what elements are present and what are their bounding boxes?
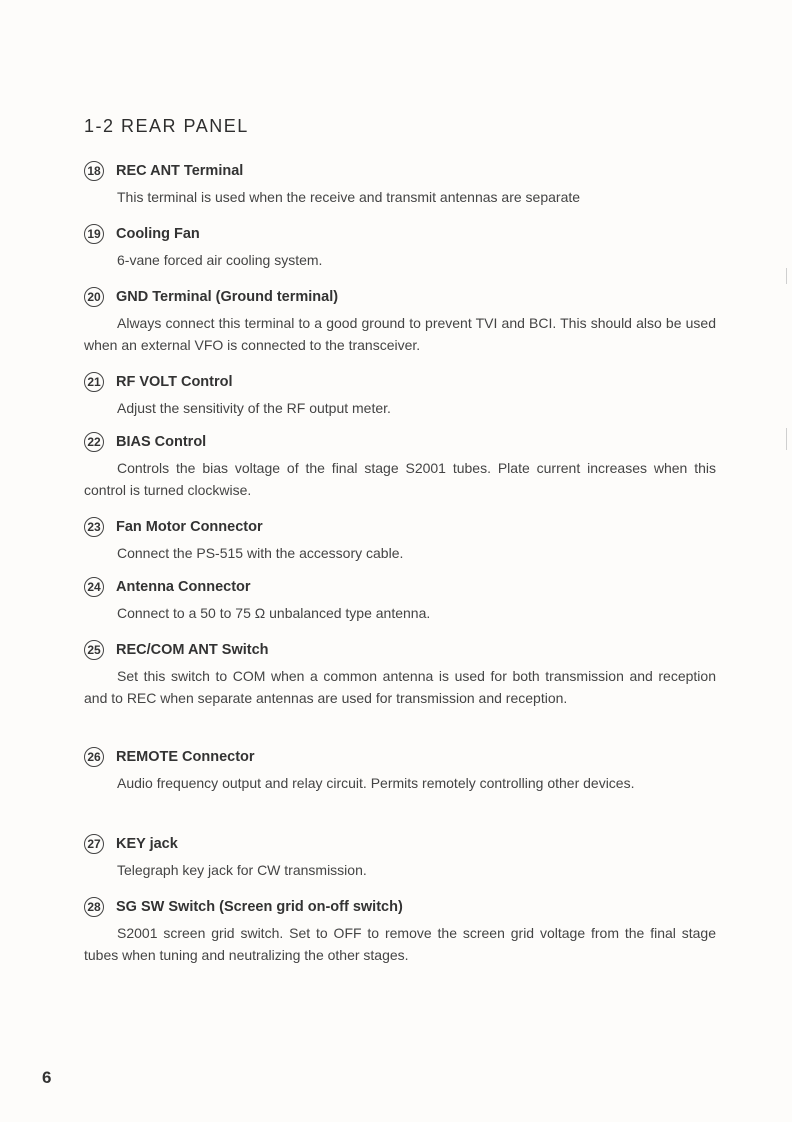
- item-fan-motor-connector: [84, 516, 716, 564]
- item-title: RF VOLT Control: [116, 374, 233, 390]
- item-description: This terminal is used when the receive and transmit antennas are separate: [117, 189, 581, 205]
- item-bias-control: [84, 431, 716, 501]
- item-title: SG SW Switch (Screen grid on-off switch): [116, 899, 403, 915]
- item-title: REC ANT Terminal: [116, 163, 244, 179]
- item-number-badge: 28: [84, 897, 104, 917]
- item-gnd-terminal: [84, 286, 716, 356]
- item-description: Audio frequency output and relay circuit. Permits remotely controlling other devices.: [117, 775, 635, 791]
- item-description: Set this switch to COM when a common antenna is used for both transmission and reception and to REC when separate antennas are used for transmission and reception.: [84, 668, 716, 706]
- item-rec-com-ant-switch: [84, 639, 716, 709]
- item-description: S2001 screen grid switch. Set to OFF to remove the screen grid voltage from the final stage tubes when tuning and neutralizing the other stages.: [84, 925, 716, 963]
- item-title: REC/COM ANT Switch: [116, 642, 269, 658]
- item-antenna-connector: [84, 576, 716, 624]
- item-number-badge: 23: [84, 517, 104, 537]
- item-rf-volt-control: [84, 371, 716, 419]
- item-description: Connect the PS-515 with the accessory cable.: [117, 545, 404, 561]
- item-number-badge: 20: [84, 287, 104, 307]
- item-description: Controls the bias voltage of the final stage S2001 tubes. Plate current increases when this control is turned clockwise.: [84, 460, 716, 498]
- item-title: Fan Motor Connector: [116, 519, 263, 535]
- item-title: KEY jack: [116, 836, 178, 852]
- scan-edge-mark: [786, 428, 787, 450]
- item-number-badge: 25: [84, 640, 104, 660]
- item-description: Connect to a 50 to 75 Ω unbalanced type antenna.: [117, 605, 431, 621]
- item-number-badge: 22: [84, 432, 104, 452]
- item-sg-sw-switch: [84, 896, 716, 966]
- item-number-badge: 27: [84, 834, 104, 854]
- item-title: BIAS Control: [116, 434, 207, 450]
- item-number-badge: 19: [84, 224, 104, 244]
- item-title: Antenna Connector: [116, 579, 251, 595]
- item-description: Adjust the sensitivity of the RF output meter.: [117, 400, 391, 416]
- item-remote-connector: [84, 746, 716, 794]
- item-key-jack: [84, 833, 716, 881]
- item-number-badge: 24: [84, 577, 104, 597]
- item-cooling-fan: [84, 223, 716, 271]
- item-number-badge: 18: [84, 161, 104, 181]
- item-title: Cooling Fan: [116, 226, 200, 242]
- item-title: GND Terminal (Ground terminal): [116, 289, 339, 305]
- item-title: REMOTE Connector: [116, 749, 255, 765]
- section-title: 1-2 REAR PANEL: [84, 116, 249, 136]
- item-description: 6-vane forced air cooling system.: [117, 252, 323, 268]
- item-description: Always connect this terminal to a good ground to prevent TVI and BCI. This should also be used when an external VFO is connected to the transceiver.: [84, 315, 716, 353]
- scan-edge-mark: [786, 268, 787, 284]
- page-number: 6: [42, 1068, 52, 1087]
- item-rec-ant-terminal: [84, 160, 716, 208]
- item-number-badge: 21: [84, 372, 104, 392]
- item-description: Telegraph key jack for CW transmission.: [117, 862, 367, 878]
- item-number-badge: 26: [84, 747, 104, 767]
